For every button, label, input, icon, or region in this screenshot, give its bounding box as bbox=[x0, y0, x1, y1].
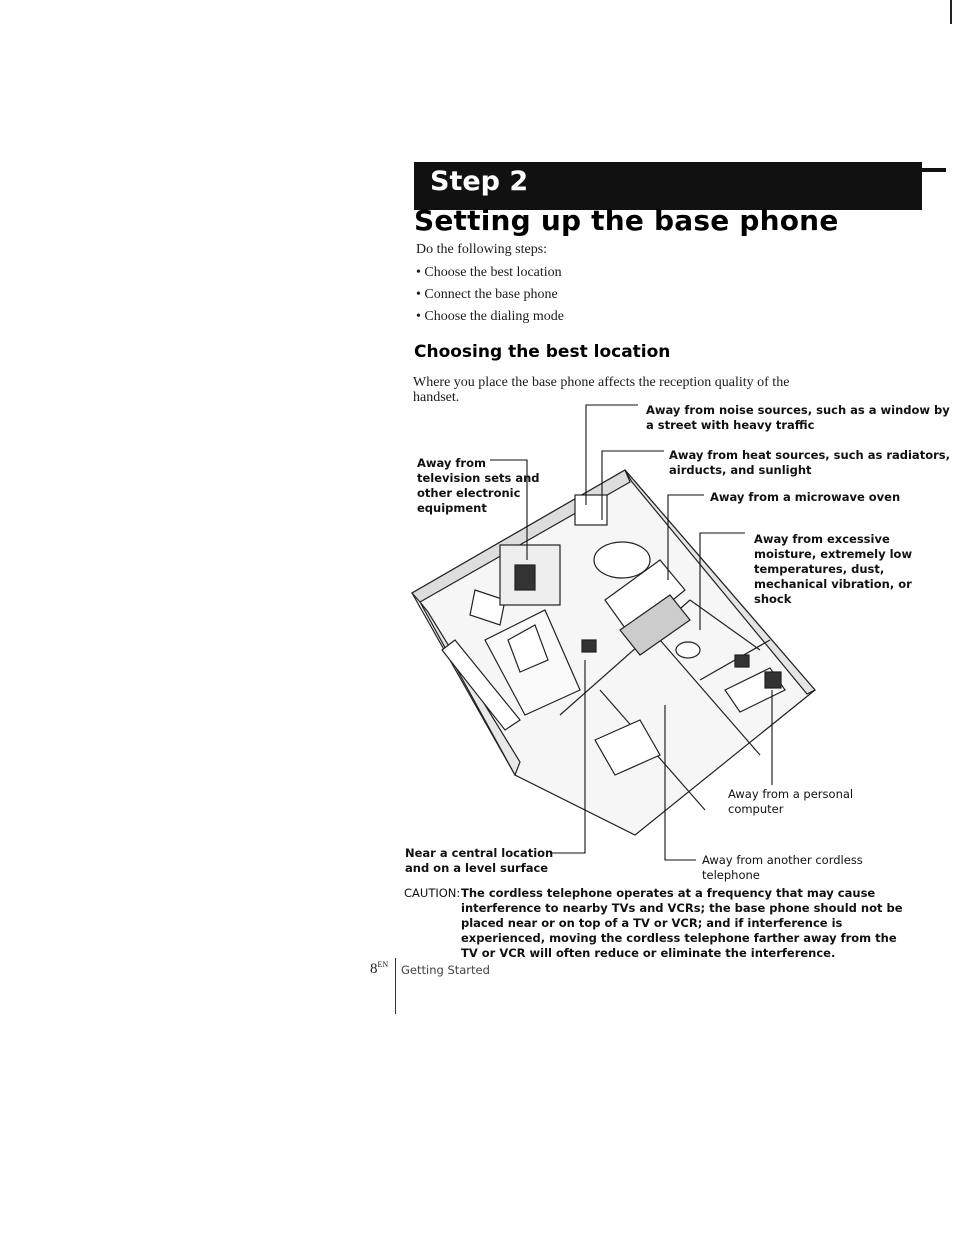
callout-line: Away from heat sources, such as radiators, bbox=[669, 448, 950, 462]
callout-line: Away from a microwave oven bbox=[710, 490, 901, 504]
callout-tv bbox=[417, 456, 540, 516]
page-number bbox=[370, 960, 388, 978]
callout-line: shock bbox=[754, 592, 792, 606]
callout-noise bbox=[646, 403, 950, 433]
callout-line: equipment bbox=[417, 501, 487, 515]
callout-line: Away from another cordless bbox=[702, 853, 863, 867]
callout-line: temperatures, dust, bbox=[754, 562, 885, 576]
caution-note bbox=[404, 886, 914, 960]
callout-line: moisture, extremely low bbox=[754, 547, 913, 561]
step-item: • Choose the dialing mode bbox=[416, 309, 564, 324]
callout-microwave bbox=[710, 490, 900, 505]
step-banner-tail bbox=[922, 168, 946, 172]
callout-line: Away from noise sources, such as a window by bbox=[646, 403, 950, 417]
callout-line: telephone bbox=[702, 868, 760, 882]
callout-central bbox=[405, 846, 553, 876]
callout-line: and on a level surface bbox=[405, 861, 549, 875]
section-heading: Choosing the best location bbox=[414, 342, 671, 362]
callout-line: television sets and bbox=[417, 471, 540, 485]
caution-text: The cordless telephone operates at a frequency that may cause interference to nearby TVs and VCRs; the base phone should not be placed near or on top of a TV or VCR; and if interference is experienced, moving the cordless telephone farther away from the TV or VCR will often reduce or eliminate the interference. bbox=[461, 886, 903, 960]
page-number-superscript: EN bbox=[377, 960, 389, 969]
step-banner bbox=[414, 162, 922, 210]
callout-moisture bbox=[754, 532, 912, 607]
section-paragraph: Where you place the base phone affects the reception quality of the handset. bbox=[413, 375, 790, 405]
callout-cordless bbox=[702, 853, 863, 883]
edge-mark bbox=[950, 0, 952, 24]
callout-line: a street with heavy traffic bbox=[646, 418, 815, 432]
step-item: • Connect the base phone bbox=[416, 287, 558, 302]
callout-line: Away from a personal bbox=[728, 787, 854, 801]
callout-line: Away from bbox=[417, 456, 486, 470]
callout-heat bbox=[669, 448, 950, 478]
callout-line: Near a central location bbox=[405, 846, 554, 860]
intro-text: Do the following steps: bbox=[416, 242, 548, 257]
step-item-text: Connect the base phone bbox=[424, 287, 558, 302]
step-label: Step 2 bbox=[430, 166, 529, 197]
footer-section-name: Getting Started bbox=[401, 963, 490, 977]
callout-line: other electronic bbox=[417, 486, 521, 500]
step-item-text: Choose the best location bbox=[424, 265, 562, 280]
step-item: • Choose the best location bbox=[416, 265, 562, 280]
footer-divider bbox=[395, 958, 396, 1014]
page-number-value: 8 bbox=[370, 961, 378, 977]
callout-computer bbox=[728, 787, 853, 817]
callout-line: airducts, and sunlight bbox=[669, 463, 812, 477]
callout-line: computer bbox=[728, 802, 784, 816]
step-item-text: Choose the dialing mode bbox=[424, 309, 564, 324]
callout-line: Away from excessive bbox=[754, 532, 890, 546]
page-title: Setting up the base phone bbox=[414, 204, 839, 237]
caution-label: CAUTION: bbox=[404, 886, 461, 900]
callout-line: mechanical vibration, or bbox=[754, 577, 912, 591]
